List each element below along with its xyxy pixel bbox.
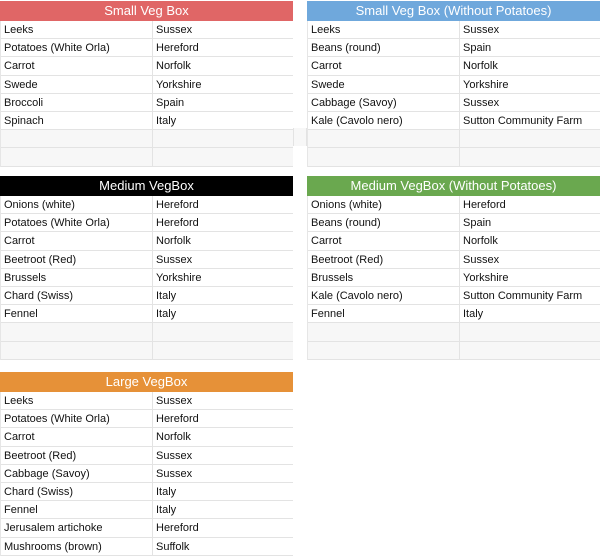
vegetable-cell[interactable]: Kale (Cavolo nero): [308, 112, 460, 129]
table-row: [1, 57, 293, 75]
empty-cell[interactable]: [460, 130, 600, 147]
origin-cell[interactable]: Spain: [463, 217, 492, 230]
vegetable-cell[interactable]: Leeks: [308, 21, 460, 38]
vegetable-cell[interactable]: Carrot: [308, 232, 460, 249]
empty-cell[interactable]: [308, 130, 460, 147]
empty-cell[interactable]: [153, 130, 293, 147]
vegetable-cell[interactable]: Swede: [1, 76, 153, 93]
vegetable-cell[interactable]: Beetroot (Red): [1, 447, 153, 464]
table-row: [1, 287, 293, 305]
vegetable-cell[interactable]: Potatoes (White Orla): [1, 410, 153, 427]
table-row: [1, 483, 293, 501]
origin-cell[interactable]: Hereford: [156, 217, 199, 230]
table-row: [1, 465, 293, 483]
origin-cell[interactable]: Sussex: [463, 96, 500, 109]
small-veg-box-header[interactable]: Small Veg Box: [0, 1, 293, 21]
table-row: [1, 269, 293, 287]
small-veg-box-no-potatoes-rows: [307, 21, 600, 167]
table-row: [308, 76, 600, 94]
origin-cell[interactable]: Sussex: [156, 449, 193, 462]
vegetable-cell[interactable]: Carrot: [308, 57, 460, 74]
table-row: [1, 39, 293, 57]
origin-cell[interactable]: Italy: [156, 504, 177, 517]
large-vegbox-rows: [0, 392, 293, 556]
vegetable-cell[interactable]: Swede: [308, 76, 460, 93]
table-row: [308, 57, 600, 75]
table-row: [1, 392, 293, 410]
origin-cell[interactable]: Sussex: [156, 395, 193, 407]
table-row: [308, 287, 600, 305]
vegetable-cell[interactable]: Leeks: [1, 21, 153, 38]
table-row: [308, 251, 600, 269]
spacer-column: [293, 128, 307, 146]
vegetable-cell[interactable]: Beetroot (Red): [1, 251, 153, 268]
table-row: [308, 305, 600, 323]
origin-cell[interactable]: Italy: [156, 114, 177, 127]
vegetable-cell[interactable]: Spinach: [1, 112, 153, 129]
vegetable-cell[interactable]: Carrot: [1, 232, 153, 249]
empty-row: [308, 130, 600, 148]
small-veg-box-no-potatoes-header[interactable]: Small Veg Box (Without Potatoes): [307, 1, 600, 21]
table-row: [308, 21, 600, 39]
origin-cell[interactable]: Norfolk: [156, 431, 191, 444]
vegetable-cell[interactable]: Fennel: [1, 305, 153, 322]
empty-cell[interactable]: [1, 130, 153, 147]
vegetable-cell[interactable]: Broccoli: [1, 94, 153, 111]
empty-row: [1, 323, 293, 341]
vegetable-cell[interactable]: Potatoes (White Orla): [1, 39, 153, 56]
vegetable-cell[interactable]: Brussels: [1, 269, 153, 286]
empty-cell[interactable]: [1, 323, 153, 340]
empty-cell[interactable]: [308, 323, 460, 340]
vegetable-cell[interactable]: Cabbage (Savoy): [1, 465, 153, 482]
medium-vegbox-rows: [0, 196, 293, 360]
origin-cell[interactable]: Norfolk: [463, 60, 498, 73]
origin-cell[interactable]: Yorkshire: [156, 78, 202, 91]
empty-row: [308, 148, 600, 166]
vegetable-cell[interactable]: Brussels: [308, 269, 460, 286]
table-row: [1, 428, 293, 446]
vegetable-cell[interactable]: Chard (Swiss): [1, 483, 153, 500]
empty-row: [308, 342, 600, 360]
table-row: [1, 410, 293, 428]
table-row: [1, 76, 293, 94]
table-row: [1, 519, 293, 537]
table-row: [1, 305, 293, 323]
large-vegbox-header[interactable]: Large VegBox: [0, 372, 293, 392]
origin-cell[interactable]: Norfolk: [156, 60, 191, 73]
vegetable-cell[interactable]: Beetroot (Red): [308, 251, 460, 268]
vegetable-cell[interactable]: Fennel: [308, 305, 460, 322]
empty-row: [1, 342, 293, 360]
table-row: [308, 232, 600, 250]
vegetable-cell[interactable]: Carrot: [1, 57, 153, 74]
empty-cell[interactable]: [1, 148, 153, 165]
table-row: [1, 501, 293, 519]
origin-cell[interactable]: Norfolk: [156, 235, 191, 248]
origin-cell[interactable]: Yorkshire: [463, 271, 509, 284]
origin-cell[interactable]: Sutton Community Farm: [463, 289, 583, 302]
table-row: [1, 251, 293, 269]
origin-cell[interactable]: Yorkshire: [463, 78, 509, 91]
vegetable-cell[interactable]: Jerusalem artichoke: [1, 519, 153, 536]
vegetable-cell[interactable]: Cabbage (Savoy): [308, 94, 460, 111]
empty-cell[interactable]: [460, 323, 600, 340]
origin-cell[interactable]: Suffolk: [156, 540, 190, 553]
empty-cell[interactable]: [1, 342, 153, 359]
origin-cell[interactable]: Hereford: [156, 199, 199, 211]
small-veg-box-no-potatoes-table: [307, 1, 600, 167]
medium-vegbox-no-potatoes-table: [307, 176, 600, 360]
medium-vegbox-header[interactable]: Medium VegBox: [0, 176, 293, 196]
table-row: [1, 196, 293, 214]
vegetable-cell[interactable]: Potatoes (White Orla): [1, 214, 153, 231]
empty-cell[interactable]: [153, 323, 293, 340]
origin-cell[interactable]: Sussex: [156, 467, 193, 480]
medium-vegbox-no-potatoes-rows: [307, 196, 600, 360]
origin-cell[interactable]: Hereford: [156, 42, 199, 55]
table-row: [308, 214, 600, 232]
origin-cell[interactable]: Sussex: [463, 253, 500, 266]
origin-cell[interactable]: Italy: [156, 289, 177, 302]
empty-row: [1, 130, 293, 148]
origin-cell[interactable]: Spain: [463, 42, 492, 55]
vegetable-cell[interactable]: Beans (round): [308, 214, 460, 231]
origin-cell[interactable]: Sussex: [156, 253, 193, 266]
medium-vegbox-no-potatoes-header[interactable]: Medium VegBox (Without Potatoes): [307, 176, 600, 196]
table-row: [1, 232, 293, 250]
table-row: [1, 94, 293, 112]
origin-cell[interactable]: Italy: [156, 485, 177, 498]
vegetable-cell[interactable]: Onions (white): [308, 196, 460, 213]
empty-cell[interactable]: [460, 342, 600, 359]
origin-cell[interactable]: Sussex: [463, 24, 500, 36]
table-row: [308, 196, 600, 214]
origin-cell[interactable]: Hereford: [463, 199, 506, 211]
vegetable-cell[interactable]: Carrot: [1, 428, 153, 445]
vegetable-cell[interactable]: Chard (Swiss): [1, 287, 153, 304]
vegetable-cell[interactable]: Beans (round): [308, 39, 460, 56]
empty-row: [1, 148, 293, 166]
small-veg-box-table: [0, 1, 293, 167]
table-row: [308, 112, 600, 130]
origin-cell[interactable]: Italy: [156, 308, 177, 321]
vegetable-cell[interactable]: Mushrooms (brown): [1, 538, 153, 555]
table-row: [1, 112, 293, 130]
table-row: [1, 538, 293, 556]
empty-cell[interactable]: [308, 342, 460, 359]
vegetable-cell[interactable]: Leeks: [1, 392, 153, 409]
empty-cell[interactable]: [460, 148, 600, 165]
origin-cell[interactable]: Sussex: [156, 24, 193, 36]
empty-row: [308, 323, 600, 341]
origin-cell[interactable]: Yorkshire: [156, 271, 202, 284]
origin-cell[interactable]: Hereford: [156, 522, 199, 535]
table-row: [1, 447, 293, 465]
small-veg-box-rows: [0, 21, 293, 167]
table-row: [308, 94, 600, 112]
table-row: [308, 39, 600, 57]
vegetable-cell[interactable]: Kale (Cavolo nero): [308, 287, 460, 304]
table-row: [308, 269, 600, 287]
origin-cell[interactable]: Sutton Community Farm: [463, 114, 583, 127]
empty-cell[interactable]: [153, 148, 293, 165]
origin-cell[interactable]: Italy: [463, 308, 484, 321]
vegetable-cell[interactable]: Onions (white): [1, 196, 153, 213]
table-row: [1, 21, 293, 39]
medium-vegbox-table: [0, 176, 293, 360]
vegetable-cell[interactable]: Fennel: [1, 501, 153, 518]
origin-cell[interactable]: Norfolk: [463, 235, 498, 248]
large-vegbox-table: [0, 372, 293, 556]
empty-cell[interactable]: [308, 148, 460, 165]
origin-cell[interactable]: Hereford: [156, 413, 199, 426]
empty-cell[interactable]: [153, 342, 293, 359]
origin-cell[interactable]: Spain: [156, 96, 185, 109]
table-row: [1, 214, 293, 232]
